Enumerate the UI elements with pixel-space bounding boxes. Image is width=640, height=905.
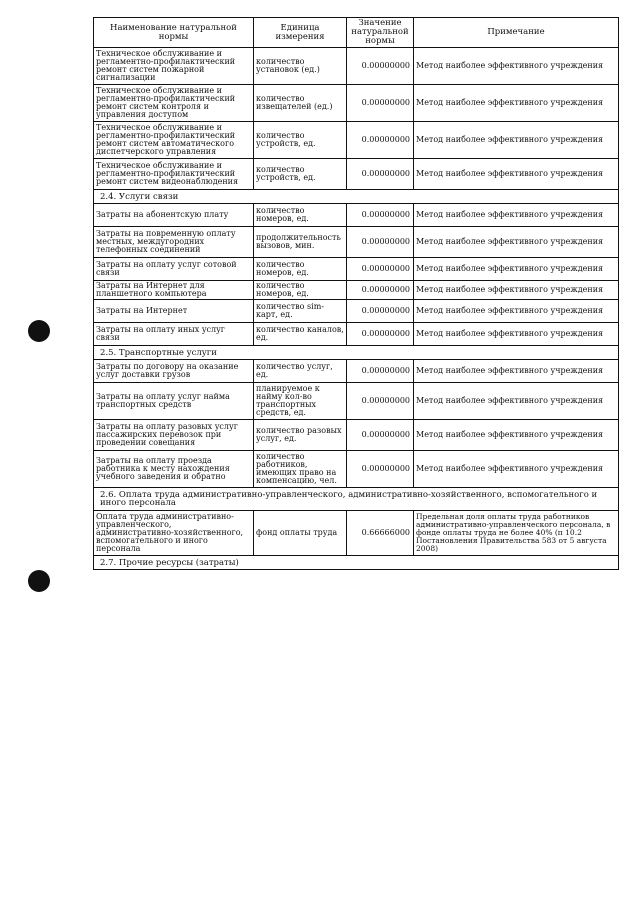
table-row [94, 258, 619, 281]
norm-note: Метод наиболее эффективного учреждения [414, 300, 619, 323]
norm-value: 0.00000000 [347, 122, 414, 159]
norm-value: 0.00000000 [347, 383, 414, 420]
norm-unit: количество номеров, ед. [254, 204, 347, 227]
header-value: Значение натуральной нормы [347, 18, 414, 48]
norm-note: Метод наиболее эффективного учреждения [414, 159, 619, 190]
section-row [94, 556, 619, 570]
norm-unit: количество установок (ед.) [254, 48, 347, 85]
section-title: 2.7. Прочие ресурсы (затраты) [94, 556, 619, 570]
norm-note: Метод наиболее эффективного учреждения [414, 48, 619, 85]
section-title: 2.5. Транспортные услуги [94, 346, 619, 360]
norm-unit: количество номеров, ед. [254, 258, 347, 281]
table-row [94, 420, 619, 451]
norm-unit: планируемое к найму кол-во транспортных средств, ед. [254, 383, 347, 420]
table-row [94, 300, 619, 323]
table-row [94, 451, 619, 488]
norm-value: 0.00000000 [347, 300, 414, 323]
norm-name: Затраты на оплату иных услуг связи [94, 323, 254, 346]
punch-hole-lower [28, 570, 50, 592]
norm-value: 0.00000000 [347, 159, 414, 190]
norm-name: Оплата труда административно-управленческого, административно-хозяйственного, вспомогательного и иного персонала [94, 511, 254, 556]
norm-note: Метод наиболее эффективного учреждения [414, 227, 619, 258]
norm-note: Метод наиболее эффективного учреждения [414, 383, 619, 420]
norm-note: Метод наиболее эффективного учреждения [414, 122, 619, 159]
norm-note: Метод наиболее эффективного учреждения [414, 258, 619, 281]
table-row [94, 204, 619, 227]
norm-unit: количество устройств, ед. [254, 159, 347, 190]
table-row [94, 227, 619, 258]
norm-unit: продолжительность вызовов, мин. [254, 227, 347, 258]
norm-name: Техническое обслуживание и регламентно-профилактический ремонт систем контроля и управления доступом [94, 85, 254, 122]
norm-name: Техническое обслуживание и регламентно-профилактический ремонт систем автоматического диспетчерского управления [94, 122, 254, 159]
header-note: Примечание [414, 18, 619, 48]
norm-note: Метод наиболее эффективного учреждения [414, 360, 619, 383]
section-row [94, 488, 619, 511]
norm-value: 0.00000000 [347, 451, 414, 488]
table-row [94, 48, 619, 85]
header-name: Наименование натуральной нормы [94, 18, 254, 48]
norm-unit: фонд оплаты труда [254, 511, 347, 556]
table-row [94, 383, 619, 420]
table-row [94, 360, 619, 383]
table-row [94, 159, 619, 190]
norm-note: Метод наиболее эффективного учреждения [414, 451, 619, 488]
norm-value: 0.00000000 [347, 281, 414, 300]
norm-name: Затраты на Интернет [94, 300, 254, 323]
norms-table-wrapper [93, 17, 618, 570]
norm-note: Метод наиболее эффективного учреждения [414, 323, 619, 346]
norm-value: 0.00000000 [347, 204, 414, 227]
norm-value: 0.00000000 [347, 227, 414, 258]
norm-unit: количество извещателей (ед.) [254, 85, 347, 122]
norm-unit: количество работников, имеющих право на компенсацию, чел. [254, 451, 347, 488]
norm-name: Затраты по договору на оказание услуг доставки грузов [94, 360, 254, 383]
table-row [94, 122, 619, 159]
norm-value: 0.00000000 [347, 85, 414, 122]
section-title: 2.4. Услуги связи [94, 190, 619, 204]
norm-value: 0.66666000 [347, 511, 414, 556]
norm-value: 0.00000000 [347, 48, 414, 85]
section-row [94, 190, 619, 204]
norm-name: Затраты на оплату проезда работника к месту нахождения учебного заведения и обратно [94, 451, 254, 488]
norm-unit: количество sim-карт, ед. [254, 300, 347, 323]
norm-note: Метод наиболее эффективного учреждения [414, 204, 619, 227]
norm-name: Затраты на оплату услуг сотовой связи [94, 258, 254, 281]
norm-name: Техническое обслуживание и регламентно-профилактический ремонт систем пожарной сигнализации [94, 48, 254, 85]
norm-unit: количество номеров, ед. [254, 281, 347, 300]
table-header-row [94, 18, 619, 48]
norm-note: Метод наиболее эффективного учреждения [414, 85, 619, 122]
norm-value: 0.00000000 [347, 258, 414, 281]
norm-name: Затраты на абонентскую плату [94, 204, 254, 227]
norm-note: Предельная доля оплаты труда работников административно-управленческого персонала, в фонде оплаты труда не более 40% (п 10.2 Постановления Правительства 583 от 5 августа 2008) [414, 511, 619, 556]
section-row [94, 346, 619, 360]
norm-value: 0.00000000 [347, 323, 414, 346]
norm-name: Затраты на Интернет для планшетного компьютера [94, 281, 254, 300]
norm-unit: количество устройств, ед. [254, 122, 347, 159]
table-row [94, 511, 619, 556]
norm-name: Затраты на оплату разовых услуг пассажирских перевозок при проведении совещания [94, 420, 254, 451]
header-unit: Единица измерения [254, 18, 347, 48]
section-title: 2.6. Оплата труда административно-управленческого, административно-хозяйственного, вспомогательного и иного персонала [94, 488, 619, 511]
norm-value: 0.00000000 [347, 360, 414, 383]
norm-note: Метод наиболее эффективного учреждения [414, 281, 619, 300]
table-row [94, 85, 619, 122]
norms-table [93, 17, 619, 570]
norm-unit: количество разовых услуг, ед. [254, 420, 347, 451]
norm-name: Затраты на повременную оплату местных, междугородних телефонных соединений [94, 227, 254, 258]
table-row [94, 281, 619, 300]
norm-unit: количество каналов, ед. [254, 323, 347, 346]
norm-note: Метод наиболее эффективного учреждения [414, 420, 619, 451]
norm-value: 0.00000000 [347, 420, 414, 451]
norm-name: Техническое обслуживание и регламентно-профилактический ремонт систем видеонаблюдения [94, 159, 254, 190]
table-row [94, 323, 619, 346]
punch-hole-upper [28, 320, 50, 342]
norm-unit: количество услуг, ед. [254, 360, 347, 383]
norm-name: Затраты на оплату услуг найма транспортных средств [94, 383, 254, 420]
